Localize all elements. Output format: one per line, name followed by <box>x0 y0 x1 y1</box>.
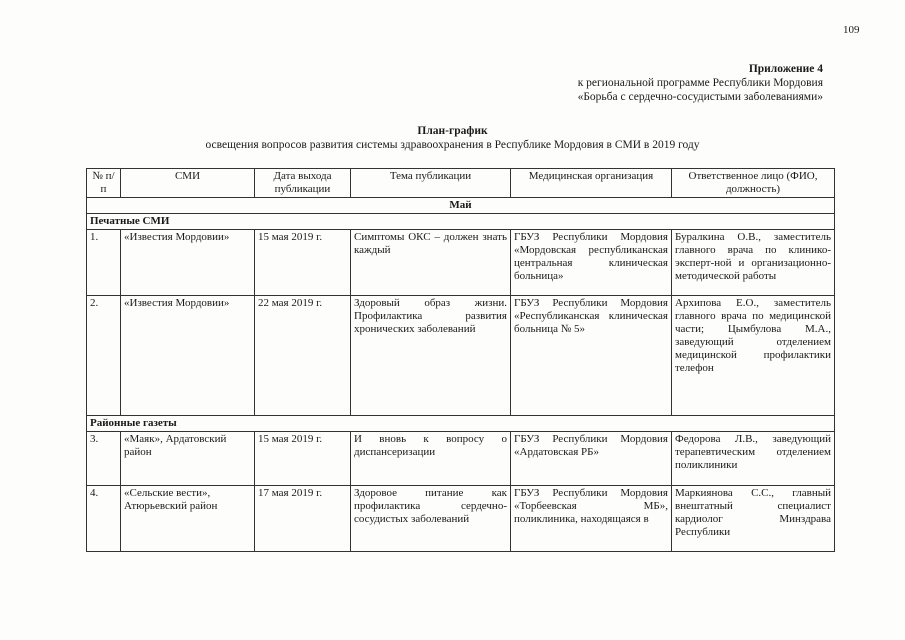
cell-person: Буралкина О.В., заместитель главного врача по клинико-эксперт-ной и организационно-методической работы <box>672 230 835 296</box>
cell-person: Федорова Л.В., заведующий терапевтическим отделением поликлиники <box>672 432 835 486</box>
header-num: № п/п <box>87 169 121 198</box>
table-row <box>87 432 835 486</box>
plan-title: План-график <box>417 125 488 137</box>
table-row <box>87 296 835 416</box>
cell-media: «Известия Мордовии» <box>121 230 255 296</box>
appendix-title: Приложение 4 <box>748 63 823 75</box>
cell-topic: И вновь к вопросу о диспансеризации <box>351 432 511 486</box>
appendix-line-1: к региональной программе Республики Мордовия <box>577 77 823 89</box>
page-number: 109 <box>843 24 860 36</box>
cell-org: ГБУЗ Республики Мордовия «Республиканская клиническая больница № 5» <box>511 296 672 416</box>
cell-date: 15 мая 2019 г. <box>255 230 351 296</box>
cell-num: 1. <box>87 230 121 296</box>
plan-subtitle: освещения вопросов развития системы здравоохранения в Республике Мордовия в СМИ в 2019 году <box>205 139 700 151</box>
cell-num: 4. <box>87 486 121 552</box>
cell-media: «Маяк», Ардатовский район <box>121 432 255 486</box>
header-person: Ответственное лицо (ФИО, должность) <box>672 169 835 198</box>
cell-person: Маркиянова С.С., главный внештатный специалист кардиолог Минздрава Республики <box>672 486 835 552</box>
header-topic: Тема публикации <box>351 169 511 198</box>
header-media: СМИ <box>121 169 255 198</box>
table-header-row <box>87 169 835 198</box>
month-label: Май <box>87 198 835 214</box>
month-row <box>87 198 835 214</box>
cell-date: 17 мая 2019 г. <box>255 486 351 552</box>
header-org: Медицинская организация <box>511 169 672 198</box>
cell-person: Архипова Е.О., заместитель главного врача по медицинской части; Цымбулова М.А., заведующий отделением медицинской профилактики телефон <box>672 296 835 416</box>
table-row <box>87 230 835 296</box>
cell-topic: Здоровое питание как профилактика сердечно-сосудистых заболеваний <box>351 486 511 552</box>
table-row <box>87 486 835 552</box>
cell-topic: Симптомы ОКС – должен знать каждый <box>351 230 511 296</box>
header-date: Дата выхода публикации <box>255 169 351 198</box>
section-row <box>87 214 835 230</box>
cell-date: 15 мая 2019 г. <box>255 432 351 486</box>
cell-media: «Известия Мордовии» <box>121 296 255 416</box>
section-title: Печатные СМИ <box>87 214 835 230</box>
section-row <box>87 416 835 432</box>
cell-org: ГБУЗ Республики Мордовия «Торбеевская МБ», поликлиника, находящаяся в <box>511 486 672 552</box>
cell-media: «Сельские вести», Атюрьевский район <box>121 486 255 552</box>
cell-date: 22 мая 2019 г. <box>255 296 351 416</box>
appendix-block <box>578 62 823 104</box>
cell-num: 2. <box>87 296 121 416</box>
cell-org: ГБУЗ Республики Мордовия «Мордовская республиканская центральная клиническая больница» <box>511 230 672 296</box>
schedule-table <box>86 168 835 552</box>
appendix-line-2: «Борьба с сердечно-сосудистыми заболеваниями» <box>577 91 823 103</box>
cell-org: ГБУЗ Республики Мордовия «Ардатовская РБ» <box>511 432 672 486</box>
cell-num: 3. <box>87 432 121 486</box>
cell-topic: Здоровый образ жизни. Профилактика развития хронических заболеваний <box>351 296 511 416</box>
section-title: Районные газеты <box>87 416 835 432</box>
